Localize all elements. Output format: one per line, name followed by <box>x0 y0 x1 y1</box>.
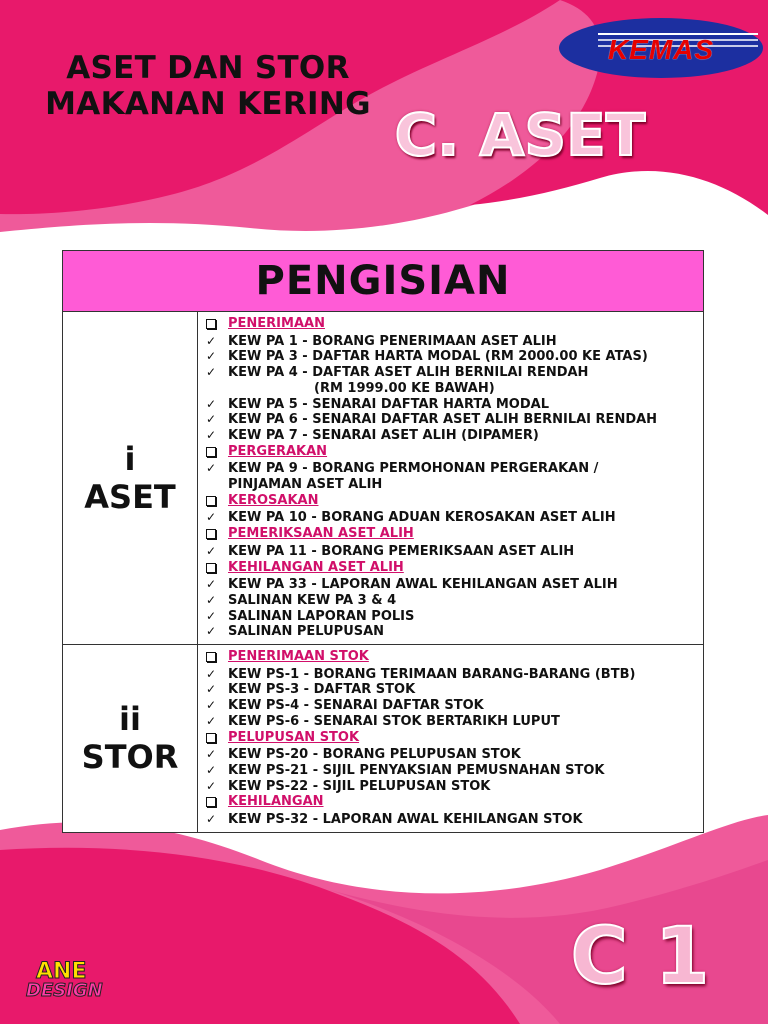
table-row <box>63 312 704 645</box>
item-list <box>206 649 699 828</box>
item-text: KEW PA 9 - BORANG PERMOHONAN PERGERAKAN / <box>228 461 599 477</box>
category-cell <box>63 312 198 645</box>
checkbox-icon <box>206 493 228 511</box>
items-cell <box>198 312 704 645</box>
subheading-item <box>206 730 699 748</box>
category-cell <box>63 645 198 833</box>
checkmark-icon: ✓ <box>206 682 217 697</box>
item-text: PENERIMAAN STOK <box>228 649 369 665</box>
item-text: KEHILANGAN <box>228 794 324 810</box>
title-line-2: MAKANAN KERING <box>45 86 371 122</box>
checkmark-icon: ✓ <box>206 698 217 713</box>
checkmark-icon: ✓ <box>206 762 217 777</box>
checkmark-icon: ✓ <box>206 427 217 442</box>
item-text: KEW PS-6 - SENARAI STOK BERTARIKH LUPUT <box>228 713 560 729</box>
item-text: KEW PS-32 - LAPORAN AWAL KEHILANGAN STOK <box>228 812 583 828</box>
item-text: KEW PA 3 - DAFTAR HARTA MODAL (RM 2000.00 KE ATAS) <box>228 349 648 365</box>
list-item <box>206 624 699 640</box>
item-text: KEW PA 11 - BORANG PEMERIKSAAN ASET ALIH <box>228 543 575 559</box>
list-item <box>206 334 699 350</box>
item-text: SALINAN LAPORAN POLIS <box>228 608 415 624</box>
checkmark-icon: ✓ <box>206 608 217 623</box>
item-text: KEW PS-3 - DAFTAR STOK <box>228 682 416 698</box>
page-title <box>28 50 388 122</box>
item-text: KEROSAKAN <box>228 492 319 508</box>
subheading-item <box>206 649 699 667</box>
checkbox-icon <box>206 560 228 578</box>
kemas-logo <box>558 14 764 82</box>
item-text: KEW PA 7 - SENARAI ASET ALIH (DIPAMER) <box>228 427 539 443</box>
list-item <box>206 397 699 413</box>
item-text: PEMERIKSAAN ASET ALIH <box>228 526 414 542</box>
list-item <box>206 747 699 763</box>
item-text: KEW PA 33 - LAPORAN AWAL KEHILANGAN ASET ALIH <box>228 577 618 593</box>
item-text: KEW PA 4 - DAFTAR ASET ALIH BERNILAI RENDAH <box>228 365 589 381</box>
checkmark-icon: ✓ <box>206 592 217 607</box>
checkmark-icon: ✓ <box>206 365 217 380</box>
item-text: KEHILANGAN ASET ALIH <box>228 559 404 575</box>
checkmark-icon: ✓ <box>206 461 217 476</box>
list-item <box>206 381 699 397</box>
table-heading: PENGISIAN <box>63 251 704 312</box>
item-text: PELUPUSAN STOK <box>228 729 360 745</box>
item-text: PENERIMAAN <box>228 316 325 331</box>
item-text: KEW PS-4 - SENARAI DAFTAR STOK <box>228 698 484 714</box>
checkbox-icon <box>206 444 228 462</box>
list-item <box>206 461 699 477</box>
subheading-item <box>206 316 699 334</box>
subheading-item <box>206 560 699 578</box>
designer-badge <box>26 959 103 1008</box>
item-text: KEW PA 6 - SENARAI DAFTAR ASET ALIH BERNILAI RENDAH <box>228 412 658 428</box>
section-title: C. ASET <box>394 101 646 169</box>
subheading-item <box>206 794 699 812</box>
item-text: KEW PS-1 - BORANG TERIMAAN BARANG-BARANG (BTB) <box>228 666 636 682</box>
checkmark-icon: ✓ <box>206 778 217 793</box>
checkbox-icon <box>206 526 228 544</box>
item-list <box>206 316 699 640</box>
list-item <box>206 698 699 714</box>
list-item <box>206 682 699 698</box>
list-item <box>206 609 699 625</box>
list-item <box>206 779 699 795</box>
badge-line-1: ANE <box>36 959 87 984</box>
list-item <box>206 544 699 560</box>
item-text: KEW PA 1 - BORANG PENERIMAAN ASET ALIH <box>228 333 557 349</box>
checkmark-icon: ✓ <box>206 577 217 592</box>
checkmark-icon: ✓ <box>206 396 217 411</box>
item-text: PERGERAKAN <box>228 443 328 459</box>
checkmark-icon: ✓ <box>206 333 217 348</box>
items-cell <box>198 645 704 833</box>
table-row <box>63 645 704 833</box>
list-item <box>206 667 699 683</box>
checkmark-icon: ✓ <box>206 349 217 364</box>
item-text: KEW PS-20 - BORANG PELUPUSAN STOK <box>228 747 521 763</box>
checkmark-icon: ✓ <box>206 713 217 728</box>
checkbox-icon <box>206 316 228 334</box>
item-text: SALINAN PELUPUSAN <box>228 624 385 640</box>
checkmark-icon: ✓ <box>206 666 217 681</box>
list-item <box>206 365 699 381</box>
checkbox-icon <box>206 649 228 667</box>
checkbox-icon <box>206 730 228 748</box>
checkmark-icon: ✓ <box>206 747 217 762</box>
list-item <box>206 593 699 609</box>
category-name: STOR <box>81 738 179 777</box>
badge-line-2: DESIGN <box>26 980 103 1001</box>
checkbox-icon <box>206 794 228 812</box>
list-item <box>206 349 699 365</box>
list-item <box>206 577 699 593</box>
item-text: KEW PA 10 - BORANG ADUAN KEROSAKAN ASET ALIH <box>228 510 616 526</box>
item-text: KEW PS-21 - SIJIL PENYAKSIAN PEMUSNAHAN STOK <box>228 762 605 778</box>
list-item <box>206 714 699 730</box>
list-item <box>206 412 699 428</box>
list-item <box>206 812 699 828</box>
content-table <box>62 250 704 833</box>
category-number: ii <box>119 700 141 739</box>
subheading-item <box>206 526 699 544</box>
item-text: KEW PS-22 - SIJIL PELUPUSAN STOK <box>228 778 491 794</box>
checkmark-icon: ✓ <box>206 412 217 427</box>
list-item <box>206 428 699 444</box>
item-text: KEW PA 5 - SENARAI DAFTAR HARTA MODAL <box>228 396 549 412</box>
list-item <box>206 510 699 526</box>
item-text: (RM 1999.00 KE BAWAH) <box>314 380 495 396</box>
list-item <box>206 477 699 493</box>
logo-text: KEMAS <box>607 34 715 65</box>
subheading-item <box>206 493 699 511</box>
item-text: PINJAMAN ASET ALIH <box>228 477 383 493</box>
checkmark-icon: ✓ <box>206 624 217 639</box>
category-name: ASET <box>84 478 176 517</box>
subheading-item <box>206 444 699 462</box>
list-item <box>206 763 699 779</box>
checkmark-icon: ✓ <box>206 812 217 827</box>
checkmark-icon: ✓ <box>206 543 217 558</box>
item-text: SALINAN KEW PA 3 & 4 <box>228 592 397 608</box>
checkmark-icon: ✓ <box>206 510 217 525</box>
page-code: C 1 <box>570 912 710 1002</box>
title-line-1: ASET DAN STOR <box>66 50 350 86</box>
category-number: i <box>124 440 136 479</box>
